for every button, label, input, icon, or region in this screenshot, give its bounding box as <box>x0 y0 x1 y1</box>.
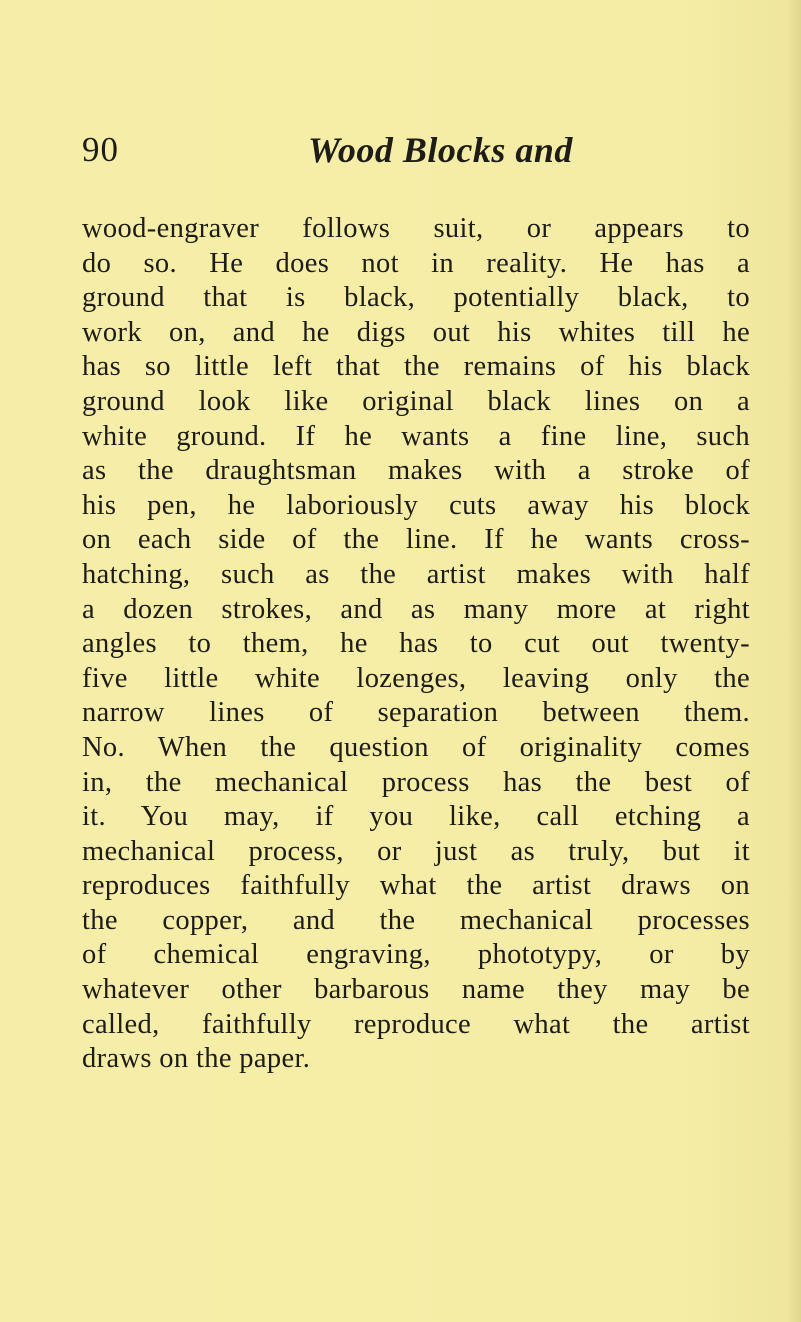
text-line: on each side of the line. If he wants cross- <box>82 524 750 556</box>
text-line: angles to them, he has to cut out twenty- <box>82 628 750 660</box>
page-edge-shadow <box>787 0 801 1322</box>
text-line: wood-engraver follows suit, or appears to <box>82 213 750 244</box>
text-line: hatching, such as the artist makes with half <box>82 558 750 590</box>
text-line: his pen, he laboriously cuts away his block <box>82 489 750 521</box>
text-line: has so little left that the remains of his black <box>82 351 750 383</box>
text-line: work on, and he digs out his whites till he <box>82 316 750 348</box>
text-line: as the draughtsman makes with a stroke of <box>82 455 750 487</box>
running-head <box>82 128 722 172</box>
text-line: five little white lozenges, leaving only the <box>82 662 750 694</box>
text-line: No. When the question of originality comes <box>82 731 750 763</box>
running-title: Wood Blocks and <box>308 130 573 170</box>
text-line-last: draws on the paper. <box>82 1043 311 1075</box>
text-line: a dozen strokes, and as many more at right <box>82 593 750 625</box>
text-line: mechanical process, or just as truly, but it <box>82 835 750 867</box>
text-line: called, faithfully reproduce what the artist <box>82 1008 750 1040</box>
text-line: reproduces faithfully what the artist draws on <box>82 870 750 902</box>
text-line: do so. He does not in reality. He has a <box>82 247 750 279</box>
text-line: white ground. If he wants a fine line, such <box>82 420 750 452</box>
page-number: 90 <box>82 130 119 169</box>
text-line: the copper, and the mechanical processes <box>82 904 750 936</box>
text-line: ground look like original black lines on a <box>82 385 750 417</box>
body-paragraph <box>82 212 750 1077</box>
text-line: narrow lines of separation between them. <box>82 697 750 729</box>
text-line: it. You may, if you like, call etching a <box>82 801 750 833</box>
text-line: whatever other barbarous name they may be <box>82 974 750 1006</box>
text-line: in, the mechanical process has the best of <box>82 766 750 798</box>
text-line: ground that is black, potentially black, to <box>82 282 750 314</box>
text-line: of chemical engraving, phototypy, or by <box>82 939 750 971</box>
